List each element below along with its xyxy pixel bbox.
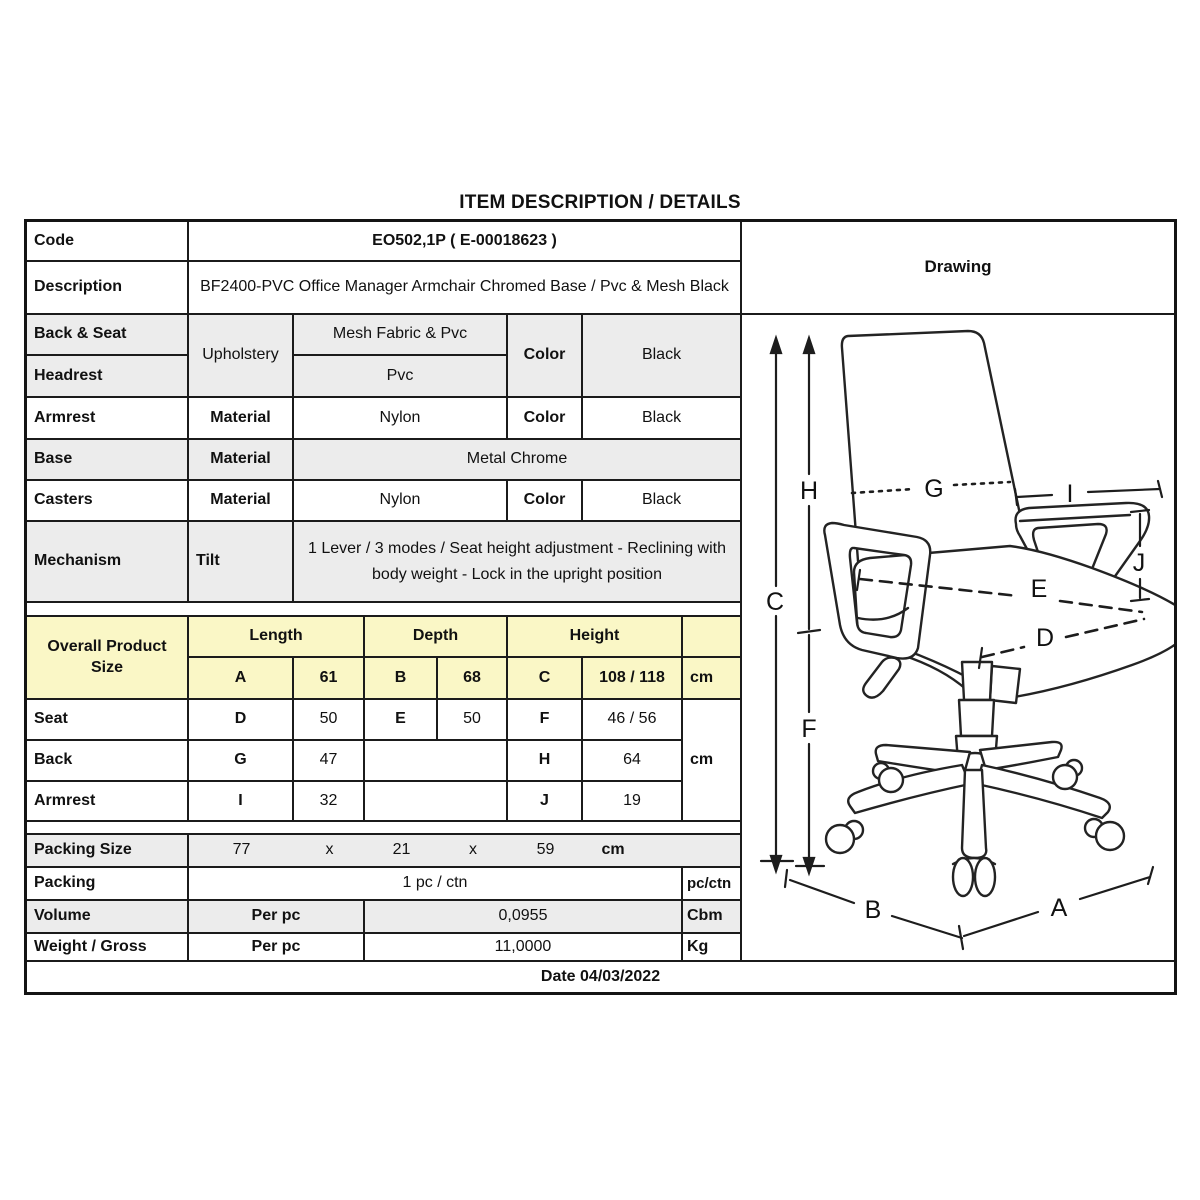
color-label-3: Color [508, 481, 583, 522]
caster-back-left [879, 768, 903, 792]
chair-column-seg1 [962, 662, 992, 700]
dim-tick-a-end [1148, 867, 1153, 884]
overall-unit: cm [683, 658, 742, 700]
dim-key-e: E [365, 700, 438, 741]
weight-value: 11,0000 [365, 934, 683, 962]
page-title: ITEM DESCRIPTION / DETAILS [459, 192, 741, 213]
mechanism-label: Mechanism [27, 522, 189, 603]
dim-tick-h-bottom [798, 630, 820, 633]
size-header-unit-spacer [683, 617, 742, 658]
volume-label: Volume [27, 901, 189, 934]
casters-color: Black [583, 481, 742, 522]
seat-back-armrest-unit: cm [683, 700, 742, 822]
casters-label: Casters [27, 481, 189, 522]
drawing-label-g: G [924, 475, 944, 503]
volume-value: 0,0955 [365, 901, 683, 934]
dim-val-j: 19 [583, 782, 683, 822]
arrow-h-top [804, 338, 814, 353]
section-gap-1 [27, 603, 742, 617]
chair-column-seg2 [959, 700, 994, 736]
material-label-3: Material [189, 481, 294, 522]
volume-unit: Cbm [683, 901, 742, 934]
back-label: Back [27, 741, 189, 782]
packing-sep-2: x [469, 841, 477, 859]
dim-line-i [1017, 489, 1160, 497]
section-gap-2 [27, 822, 742, 835]
dim-key-g: G [189, 741, 294, 782]
chair-leg-far-right [977, 765, 1110, 818]
dim-val-h: 64 [583, 741, 683, 782]
height-header: Height [508, 617, 683, 658]
caster-far-left [826, 825, 854, 853]
dim-val-i: 32 [294, 782, 365, 822]
arrow-f-bottom [804, 858, 814, 873]
depth-header: Depth [365, 617, 508, 658]
chair-technical-drawing [742, 315, 1174, 960]
armrest-material: Nylon [294, 398, 508, 440]
drawing-label-d: D [1035, 624, 1055, 652]
base-material: Metal Chrome [294, 440, 742, 481]
packing-dim-3: 59 [536, 841, 555, 859]
caster-front-left-wheel [953, 858, 973, 896]
code-label: Code [27, 222, 189, 262]
chair-leg-far-left [848, 765, 970, 813]
volume-per-pc: Per pc [189, 901, 365, 934]
armrest-size-label: Armrest [27, 782, 189, 822]
arrow-c-bottom [771, 856, 781, 871]
packing-sep-1: x [325, 841, 334, 859]
arrow-c-top [771, 338, 781, 353]
dim-val-e: 50 [438, 700, 508, 741]
casters-material: Nylon [294, 481, 508, 522]
drawing-label-b: B [864, 896, 882, 924]
dim-key-i: I [189, 782, 294, 822]
dim-key-b: B [365, 658, 438, 700]
packing-size-label: Packing Size [27, 835, 189, 868]
packing-unit: pc/ctn [683, 868, 742, 901]
code-value: EO502,1P ( E-00018623 ) [189, 222, 742, 262]
drawing-header: Drawing [742, 222, 1174, 315]
weight-label: Weight / Gross [27, 934, 189, 962]
chair-tilt-lever [863, 658, 900, 698]
drawing-label-i: I [1066, 480, 1074, 508]
caster-back-right [1053, 765, 1077, 789]
headrest-material: Pvc [294, 356, 508, 398]
drawing-label-c: C [765, 588, 785, 616]
dim-key-c: C [508, 658, 583, 700]
dim-floor-ticks [761, 861, 824, 866]
dim-key-h: H [508, 741, 583, 782]
base-label: Base [27, 440, 189, 481]
overall-size-label: Overall Product Size [27, 617, 189, 700]
packing-value: 1 pc / ctn [189, 868, 683, 901]
dim-val-c: 108 / 118 [583, 658, 683, 700]
description-label: Description [27, 262, 189, 315]
color-label-2: Color [508, 398, 583, 440]
armrest-empty-cell [365, 782, 508, 822]
weight-unit: Kg [683, 934, 742, 962]
chair-leg-front [962, 770, 986, 858]
dim-val-d: 50 [294, 700, 365, 741]
color-label-1: Color [508, 315, 583, 398]
dim-key-a: A [189, 658, 294, 700]
tilt-label: Tilt [189, 522, 294, 603]
weight-per-pc: Per pc [189, 934, 365, 962]
packing-label: Packing [27, 868, 189, 901]
drawing-label-a: A [1050, 894, 1068, 922]
armrest-color: Black [583, 398, 742, 440]
mechanism-value: 1 Lever / 3 modes / Seat height adjustment - Reclining with body weight - Lock in the upright position [294, 522, 742, 603]
drawing-panel [742, 222, 1174, 962]
seat-label: Seat [27, 700, 189, 741]
armrest-label: Armrest [27, 398, 189, 440]
date-row: Date 04/03/2022 [27, 962, 1174, 992]
length-header: Length [189, 617, 365, 658]
caster-front-right-wheel [975, 858, 995, 896]
upholstery-label: Upholstery [189, 315, 294, 398]
dim-val-a: 61 [294, 658, 365, 700]
material-label-1: Material [189, 398, 294, 440]
drawing-label-h: H [799, 477, 819, 505]
spec-table [24, 219, 1177, 995]
packing-dim-2: 21 [392, 841, 411, 859]
dim-val-g: 47 [294, 741, 365, 782]
back-seat-material: Mesh Fabric & Pvc [294, 315, 508, 356]
chair-paddle [990, 666, 1020, 703]
dim-key-d: D [189, 700, 294, 741]
back-seat-color: Black [583, 315, 742, 398]
headrest-label: Headrest [27, 356, 189, 398]
description-value: BF2400-PVC Office Manager Armchair Chromed Base / Pvc & Mesh Black [189, 262, 742, 315]
dim-val-b: 68 [438, 658, 508, 700]
dim-tick-b-end [785, 870, 787, 887]
drawing-label-f: F [801, 715, 817, 743]
packing-dim-unit: cm [601, 841, 625, 859]
back-empty-cell [365, 741, 508, 782]
dim-key-f: F [508, 700, 583, 741]
material-label-2: Material [189, 440, 294, 481]
drawing-label-j: J [1132, 549, 1146, 577]
caster-far-right [1096, 822, 1124, 850]
drawing-label-e: E [1030, 575, 1048, 603]
packing-size-value [189, 835, 742, 868]
dim-key-j: J [508, 782, 583, 822]
back-seat-label: Back & Seat [27, 315, 189, 356]
packing-dim-1: 77 [232, 841, 251, 859]
dim-val-f: 46 / 56 [583, 700, 683, 741]
